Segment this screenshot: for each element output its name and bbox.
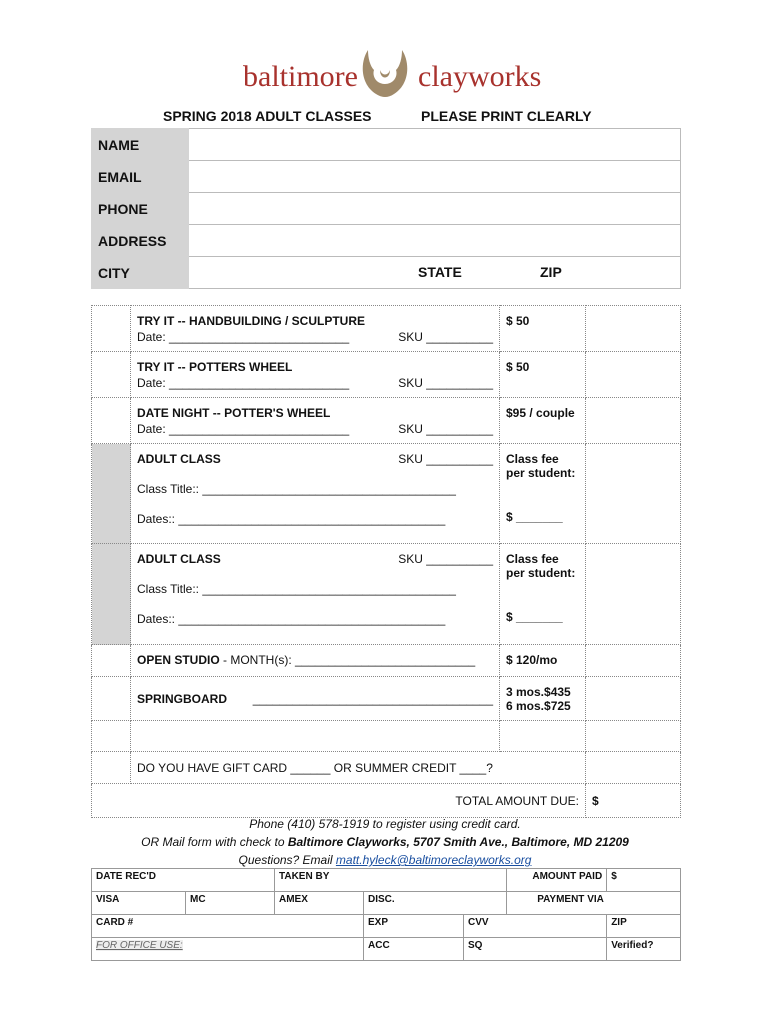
sku-line[interactable]: SKU __________ — [398, 552, 493, 566]
class-title: TRY IT -- POTTERS WHEEL — [137, 360, 293, 374]
open-studio-price: $ 120/mo — [500, 645, 586, 677]
fee-amount[interactable]: $ _______ — [506, 610, 563, 624]
fee-label: Class fee per student: — [506, 452, 576, 480]
date-recd-label: DATE REC'D — [92, 869, 275, 892]
class-price: $95 / couple — [500, 398, 586, 444]
springboard-price — [500, 677, 586, 721]
class-title-line[interactable]: Class Title:: ______________________________________ — [137, 582, 456, 596]
class-selection-table — [91, 305, 681, 818]
class-checkbox[interactable] — [92, 398, 131, 444]
class-title: TRY IT -- HANDBUILDING / SCULPTURE — [137, 314, 365, 328]
taken-by-label: TAKEN BY — [275, 869, 507, 892]
exp-field[interactable]: EXP — [364, 915, 464, 938]
sku-line[interactable]: SKU __________ — [398, 422, 493, 436]
class-price: $ 50 — [500, 306, 586, 352]
amount-cell[interactable] — [586, 398, 681, 444]
phone-label: PHONE — [92, 193, 189, 225]
office-use-table — [91, 868, 681, 961]
phone-instructions: Phone (410) 578-1919 to register using credit card. — [249, 817, 521, 831]
sku-line[interactable]: SKU __________ — [398, 376, 493, 390]
springboard-price-3mo: 3 mos.$435 — [506, 685, 571, 699]
adult-class-title: ADULT CLASS — [137, 452, 221, 466]
date-line[interactable]: Date: ___________________________ — [137, 330, 350, 344]
name-field[interactable] — [189, 129, 681, 161]
class-checkbox[interactable] — [92, 677, 131, 721]
amex-option[interactable]: AMEX — [275, 892, 364, 915]
springboard-line[interactable]: ____________________________________ — [252, 691, 493, 706]
class-description — [131, 306, 500, 352]
amount-paid-field[interactable]: $ — [607, 869, 681, 892]
adult-class-fee — [500, 544, 586, 645]
class-description — [131, 352, 500, 398]
fee-label: Class fee per student: — [506, 552, 576, 580]
questions-instructions — [0, 853, 770, 867]
class-title-line[interactable]: Class Title:: ______________________________________ — [137, 482, 456, 496]
email-field[interactable] — [189, 161, 681, 193]
date-line[interactable]: Date: ___________________________ — [137, 376, 350, 390]
fee-amount[interactable]: $ _______ — [506, 510, 563, 524]
card-number-field[interactable]: CARD # — [92, 915, 364, 938]
name-label: NAME — [92, 129, 189, 161]
class-checkbox[interactable] — [92, 306, 131, 352]
adult-class-title: ADULT CLASS — [137, 552, 221, 566]
sq-field[interactable]: SQ — [464, 938, 607, 961]
total-amount-field[interactable]: $ — [586, 784, 681, 818]
springboard-price-6mo: 6 mos.$725 — [506, 699, 571, 713]
dates-line[interactable]: Dates:: ________________________________________ — [137, 512, 446, 526]
total-amount-label: TOTAL AMOUNT DUE: — [92, 784, 586, 818]
amount-cell[interactable] — [586, 677, 681, 721]
office-use-label: FOR OFFICE USE: — [96, 940, 183, 951]
blank-cell — [92, 721, 131, 752]
logo-text-left: baltimore — [243, 60, 358, 93]
blank-cell — [92, 752, 131, 784]
email-label: EMAIL — [92, 161, 189, 193]
open-studio-description — [131, 645, 500, 677]
sku-line[interactable]: SKU __________ — [398, 330, 493, 344]
zip-field[interactable]: ZIP — [607, 915, 681, 938]
amount-cell[interactable] — [586, 444, 681, 544]
zip-label: ZIP — [540, 264, 562, 280]
springboard-description — [131, 677, 500, 721]
logo-text-right: clayworks — [418, 60, 542, 93]
blank-cell — [131, 721, 500, 752]
amount-paid-label: AMOUNT PAID — [507, 869, 607, 892]
office-use-cell — [92, 938, 364, 961]
mail-address: Baltimore Clayworks, 5707 Smith Ave., Baltimore, MD 21209 — [287, 835, 629, 849]
class-title: DATE NIGHT -- POTTER'S WHEEL — [137, 406, 331, 420]
amount-cell[interactable] — [586, 645, 681, 677]
class-description — [131, 398, 500, 444]
logo — [0, 44, 770, 104]
visa-option[interactable]: VISA — [92, 892, 186, 915]
page-title: SPRING 2018 ADULT CLASSES — [163, 108, 372, 124]
dates-line[interactable]: Dates:: ________________________________________ — [137, 612, 446, 626]
class-checkbox[interactable] — [92, 444, 131, 544]
mc-option[interactable]: MC — [186, 892, 275, 915]
cvv-field[interactable]: CVV — [464, 915, 607, 938]
class-checkbox[interactable] — [92, 352, 131, 398]
open-studio-label: OPEN STUDIO — [137, 653, 220, 667]
clay-pot-logo-icon — [358, 46, 412, 100]
date-line[interactable]: Date: ___________________________ — [137, 422, 350, 436]
acc-field[interactable]: ACC — [364, 938, 464, 961]
sku-line[interactable]: SKU __________ — [398, 452, 493, 466]
phone-field[interactable] — [189, 193, 681, 225]
springboard-label: SPRINGBOARD — [137, 691, 228, 706]
payment-via-label: PAYMENT VIA — [507, 892, 681, 915]
address-label: ADDRESS — [92, 225, 189, 257]
amount-cell[interactable] — [586, 306, 681, 352]
amount-cell[interactable] — [586, 544, 681, 645]
adult-class-description — [131, 544, 500, 645]
mail-instructions — [0, 835, 770, 849]
questions-prefix: Questions? Email — [238, 853, 336, 867]
blank-cell — [586, 721, 681, 752]
class-price: $ 50 — [500, 352, 586, 398]
class-checkbox[interactable] — [92, 645, 131, 677]
gift-card-question[interactable]: DO YOU HAVE GIFT CARD ______ OR SUMMER CREDIT ____? — [131, 752, 586, 784]
blank-cell — [586, 752, 681, 784]
verified-field[interactable]: Verified? — [607, 938, 681, 961]
adult-class-fee — [500, 444, 586, 544]
contact-info-table — [91, 128, 681, 289]
adult-class-description — [131, 444, 500, 544]
open-studio-months[interactable]: - MONTH(s): ___________________________ — [219, 653, 476, 667]
state-label: STATE — [418, 264, 462, 280]
mail-prefix: OR Mail form with check to — [141, 835, 288, 849]
disc-option[interactable]: DISC. — [364, 892, 507, 915]
city-label: CITY — [92, 257, 189, 289]
print-clearly-note: PLEASE PRINT CLEARLY — [421, 108, 592, 124]
address-field[interactable] — [189, 225, 681, 257]
blank-cell — [500, 721, 586, 752]
amount-cell[interactable] — [586, 352, 681, 398]
class-checkbox[interactable] — [92, 544, 131, 645]
email-link[interactable]: matt.hyleck@baltimoreclayworks.org — [335, 853, 532, 867]
